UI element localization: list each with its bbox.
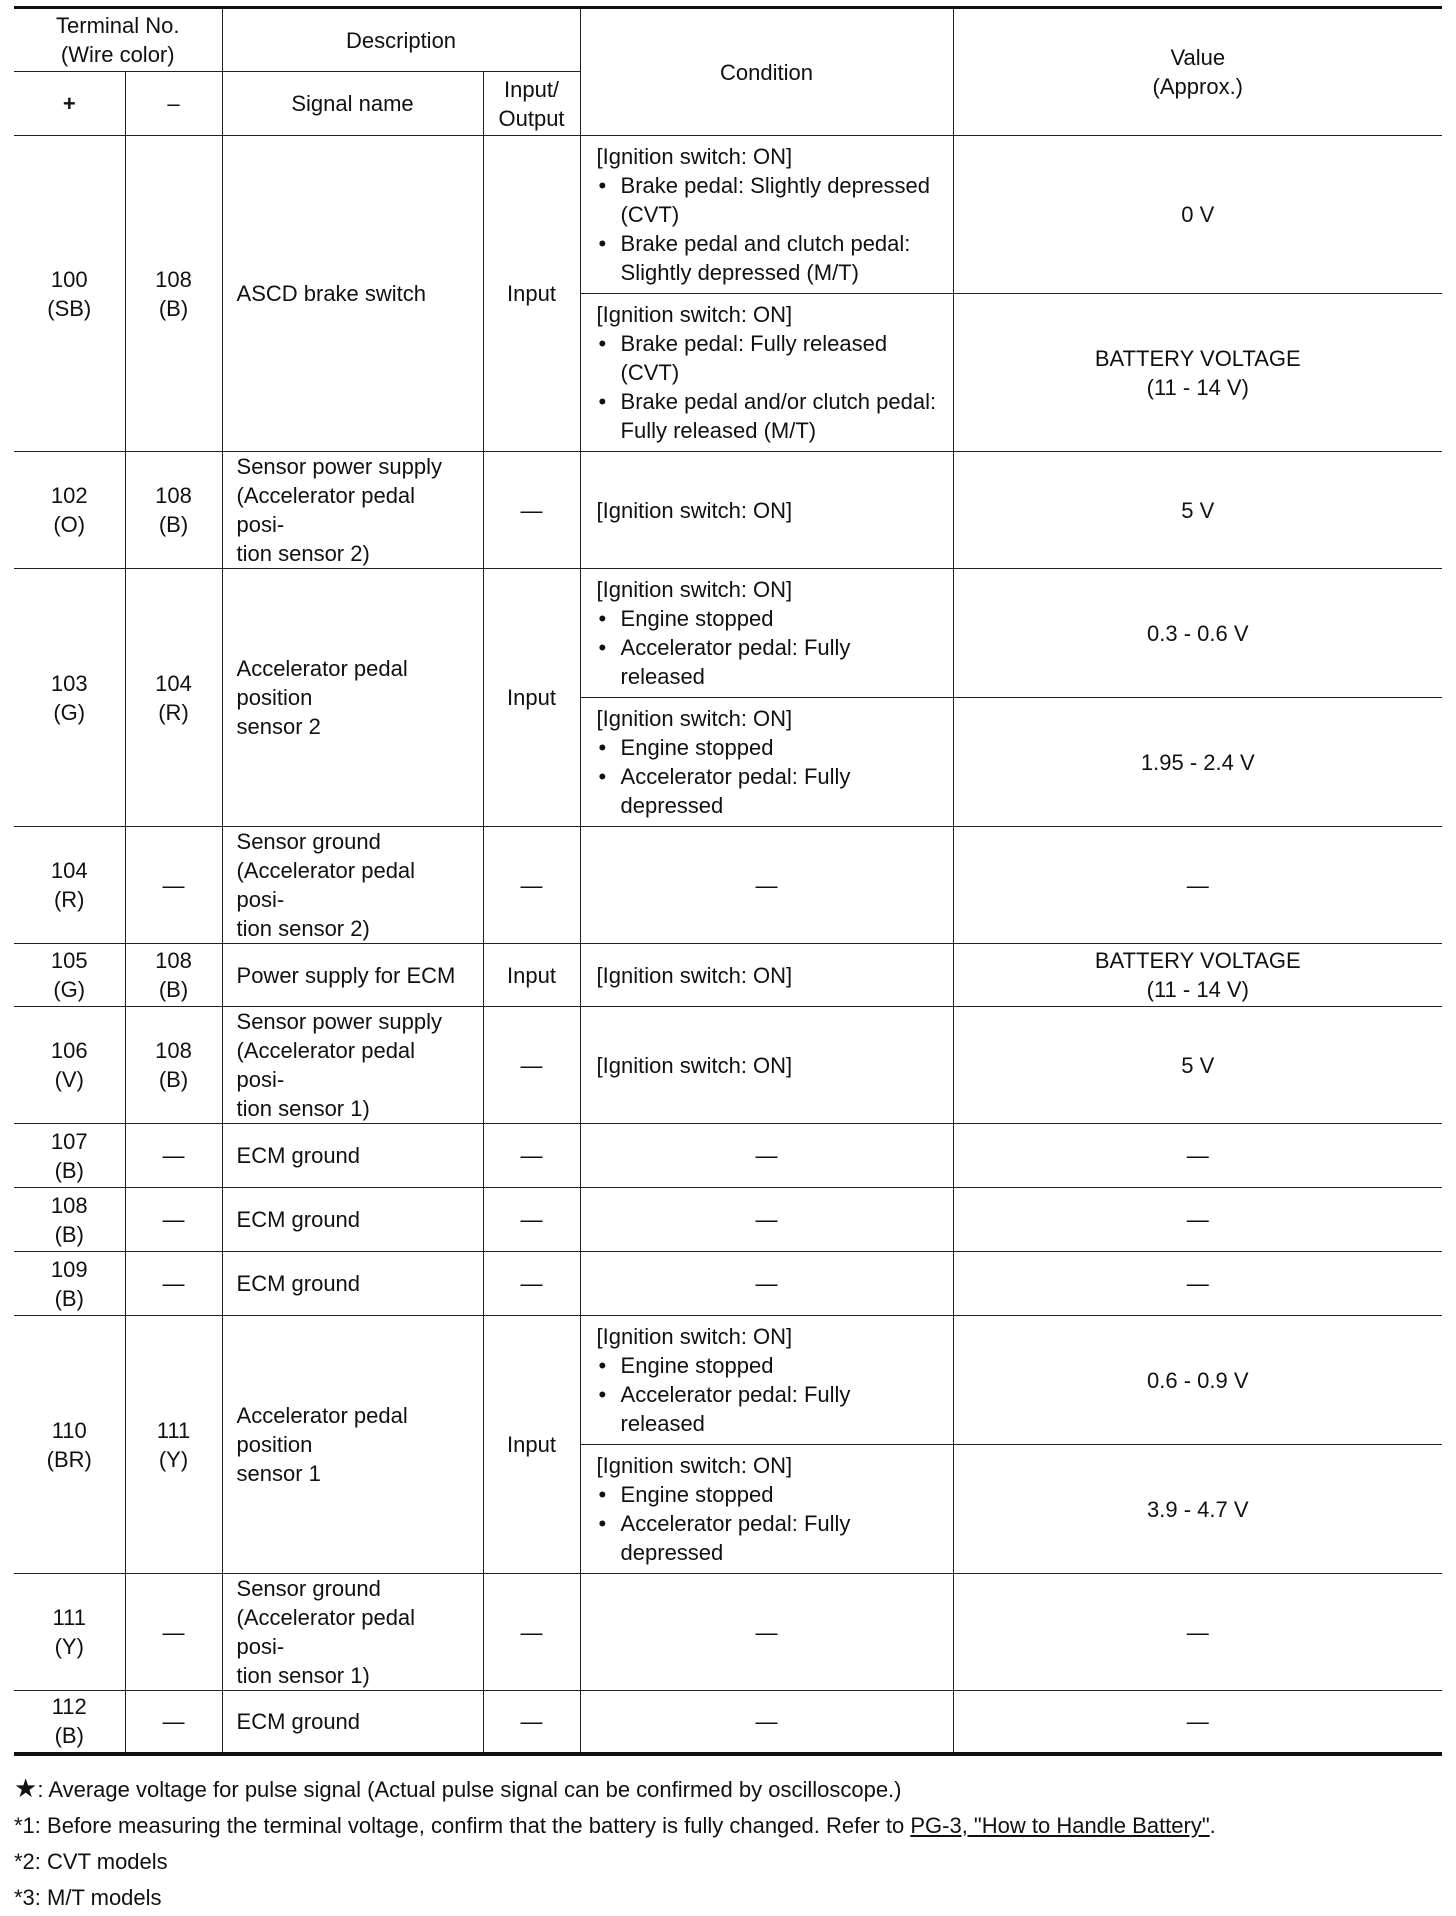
- terminal-plus: 112 (B): [14, 1691, 125, 1754]
- condition-heading: [Ignition switch: ON]: [596, 1453, 793, 1478]
- footnote-1-suffix: .: [1209, 1812, 1216, 1838]
- condition-heading: [Ignition switch: ON]: [596, 577, 793, 602]
- signal-name: Sensor ground (Accelerator pedal posi- tion sensor 2): [222, 827, 483, 944]
- signal-name: Accelerator pedal position sensor 1: [222, 1316, 483, 1574]
- condition-list: [597, 329, 937, 445]
- value-cell: 5 V: [953, 1007, 1442, 1124]
- terminal-table-container: [14, 6, 1442, 1916]
- table-row: [14, 1007, 1442, 1124]
- condition-cell: [580, 1252, 953, 1316]
- footnotes: [14, 1770, 1442, 1916]
- terminal-plus: 110 (BR): [14, 1316, 125, 1574]
- condition-cell: [580, 1574, 953, 1691]
- table-row: [14, 944, 1442, 1007]
- header-plus: +: [14, 72, 125, 136]
- input-output: —: [483, 452, 580, 569]
- condition-bullet: • Engine stopped: [597, 733, 937, 762]
- terminal-minus: 108 (B): [125, 452, 222, 569]
- table-row: [14, 1252, 1442, 1316]
- battery-handling-link[interactable]: PG-3, "How to Handle Battery": [910, 1812, 1210, 1838]
- condition-list: [597, 171, 937, 287]
- terminal-plus: 109 (B): [14, 1252, 125, 1316]
- condition-cell: [580, 1445, 953, 1574]
- footnote-2: *2: CVT models: [14, 1848, 168, 1874]
- header-value: Value (Approx.): [953, 8, 1442, 136]
- value-cell: —: [953, 1188, 1442, 1252]
- condition-heading: —: [755, 1207, 778, 1232]
- terminal-plus: 107 (B): [14, 1124, 125, 1188]
- input-output: Input: [483, 944, 580, 1007]
- terminal-plus: 104 (R): [14, 827, 125, 944]
- signal-name: ECM ground: [222, 1691, 483, 1754]
- condition-cell: [580, 1691, 953, 1754]
- terminal-table: [14, 6, 1442, 1756]
- value-cell: 0.6 - 0.9 V: [953, 1316, 1442, 1445]
- condition-heading: [Ignition switch: ON]: [596, 706, 793, 731]
- terminal-minus: 108 (B): [125, 944, 222, 1007]
- condition-cell: [580, 1007, 953, 1124]
- terminal-plus: 103 (G): [14, 569, 125, 827]
- signal-name: Accelerator pedal position sensor 2: [222, 569, 483, 827]
- input-output: —: [483, 1007, 580, 1124]
- value-cell: BATTERY VOLTAGE (11 - 14 V): [953, 294, 1442, 452]
- condition-bullet: • Engine stopped: [597, 1351, 937, 1380]
- terminal-plus: 108 (B): [14, 1188, 125, 1252]
- signal-name: Power supply for ECM: [222, 944, 483, 1007]
- condition-heading: [Ignition switch: ON]: [596, 144, 793, 169]
- condition-list: [597, 1480, 937, 1567]
- terminal-minus: 111 (Y): [125, 1316, 222, 1574]
- condition-bullet: • Brake pedal and clutch pedal: Slightly depressed (M/T): [597, 229, 937, 287]
- condition-bullet: • Accelerator pedal: Fully depressed: [597, 1509, 937, 1567]
- terminal-plus: 102 (O): [14, 452, 125, 569]
- header-io: Input/ Output: [483, 72, 580, 136]
- table-row: [14, 827, 1442, 944]
- header-signal-name: Signal name: [222, 72, 483, 136]
- condition-heading: [Ignition switch: ON]: [596, 1052, 793, 1078]
- terminal-minus: —: [125, 1252, 222, 1316]
- terminal-minus: 104 (R): [125, 569, 222, 827]
- input-output: —: [483, 1252, 580, 1316]
- condition-heading: —: [755, 1271, 778, 1296]
- header-terminal: Terminal No. (Wire color): [14, 8, 222, 72]
- star-icon: ★: [14, 1772, 38, 1803]
- input-output: —: [483, 1188, 580, 1252]
- header-condition: Condition: [580, 8, 953, 136]
- input-output: —: [483, 1124, 580, 1188]
- terminal-minus: —: [125, 1188, 222, 1252]
- condition-cell: [580, 827, 953, 944]
- value-cell: 0 V: [953, 136, 1442, 294]
- condition-cell: [580, 1124, 953, 1188]
- table-row: [14, 136, 1442, 294]
- condition-list: [597, 733, 937, 820]
- signal-name: ECM ground: [222, 1188, 483, 1252]
- value-cell: 0.3 - 0.6 V: [953, 569, 1442, 698]
- condition-heading: [Ignition switch: ON]: [596, 962, 793, 988]
- condition-list: [597, 1351, 937, 1438]
- condition-cell: [580, 1316, 953, 1445]
- condition-cell: [580, 944, 953, 1007]
- terminal-minus: 108 (B): [125, 1007, 222, 1124]
- footnote-3: *3: M/T models: [14, 1884, 162, 1910]
- table-row: [14, 452, 1442, 569]
- condition-cell: [580, 698, 953, 827]
- condition-bullet: • Brake pedal and/or clutch pedal: Fully released (M/T): [597, 387, 937, 445]
- condition-heading: [Ignition switch: ON]: [596, 302, 793, 327]
- table-row: [14, 1574, 1442, 1691]
- condition-cell: [580, 452, 953, 569]
- terminal-minus: 108 (B): [125, 136, 222, 452]
- footnote-1: [14, 1808, 1442, 1844]
- signal-name: Sensor power supply (Accelerator pedal posi- tion sensor 1): [222, 1007, 483, 1124]
- condition-bullet: • Engine stopped: [597, 604, 937, 633]
- condition-cell: [580, 294, 953, 452]
- input-output: —: [483, 827, 580, 944]
- input-output: —: [483, 1574, 580, 1691]
- condition-bullet: • Accelerator pedal: Fully released: [597, 1380, 937, 1438]
- condition-bullet: • Accelerator pedal: Fully depressed: [597, 762, 937, 820]
- terminal-plus: 111 (Y): [14, 1574, 125, 1691]
- condition-heading: —: [755, 1619, 778, 1645]
- condition-heading: [Ignition switch: ON]: [596, 1324, 793, 1349]
- table-row: [14, 1188, 1442, 1252]
- signal-name: Sensor ground (Accelerator pedal posi- tion sensor 1): [222, 1574, 483, 1691]
- condition-cell: [580, 1188, 953, 1252]
- signal-name: ECM ground: [222, 1252, 483, 1316]
- terminal-plus: 105 (G): [14, 944, 125, 1007]
- value-cell: —: [953, 1252, 1442, 1316]
- condition-heading: —: [755, 872, 778, 898]
- terminal-minus: —: [125, 1691, 222, 1754]
- input-output: Input: [483, 569, 580, 827]
- terminal-minus: —: [125, 827, 222, 944]
- terminal-plus: 106 (V): [14, 1007, 125, 1124]
- value-cell: —: [953, 1124, 1442, 1188]
- table-body: [14, 136, 1442, 1754]
- table-row: [14, 1316, 1442, 1445]
- value-cell: 1.95 - 2.4 V: [953, 698, 1442, 827]
- table-row: [14, 1124, 1442, 1188]
- condition-bullet: • Brake pedal: Fully released (CVT): [597, 329, 937, 387]
- value-cell: —: [953, 1574, 1442, 1691]
- input-output: Input: [483, 136, 580, 452]
- condition-bullet: • Engine stopped: [597, 1480, 937, 1509]
- signal-name: ECM ground: [222, 1124, 483, 1188]
- table-row: [14, 1691, 1442, 1754]
- signal-name: Sensor power supply (Accelerator pedal posi- tion sensor 2): [222, 452, 483, 569]
- condition-list: [597, 604, 937, 691]
- terminal-minus: —: [125, 1574, 222, 1691]
- header-description: Description: [222, 8, 580, 72]
- value-cell: —: [953, 827, 1442, 944]
- terminal-plus: 100 (SB): [14, 136, 125, 452]
- footnote-star: [14, 1770, 1442, 1808]
- value-cell: 3.9 - 4.7 V: [953, 1445, 1442, 1574]
- condition-heading: —: [755, 1143, 778, 1168]
- condition-bullet: • Accelerator pedal: Fully released: [597, 633, 937, 691]
- value-cell: 5 V: [953, 452, 1442, 569]
- table-row: [14, 569, 1442, 698]
- header-minus: –: [125, 72, 222, 136]
- input-output: Input: [483, 1316, 580, 1574]
- condition-bullet: • Brake pedal: Slightly depressed (CVT): [597, 171, 937, 229]
- value-cell: —: [953, 1691, 1442, 1754]
- terminal-minus: —: [125, 1124, 222, 1188]
- footnote-star-text: : Average voltage for pulse signal (Actual pulse signal can be confirmed by oscilloscope.): [37, 1776, 902, 1802]
- condition-heading: [Ignition switch: ON]: [596, 497, 793, 523]
- input-output: —: [483, 1691, 580, 1754]
- condition-cell: [580, 136, 953, 294]
- condition-cell: [580, 569, 953, 698]
- condition-heading: —: [755, 1708, 778, 1734]
- value-cell: BATTERY VOLTAGE (11 - 14 V): [953, 944, 1442, 1007]
- footnote-1-text: *1: Before measuring the terminal voltage, confirm that the battery is fully changed. Refer to: [14, 1812, 911, 1838]
- signal-name: ASCD brake switch: [222, 136, 483, 452]
